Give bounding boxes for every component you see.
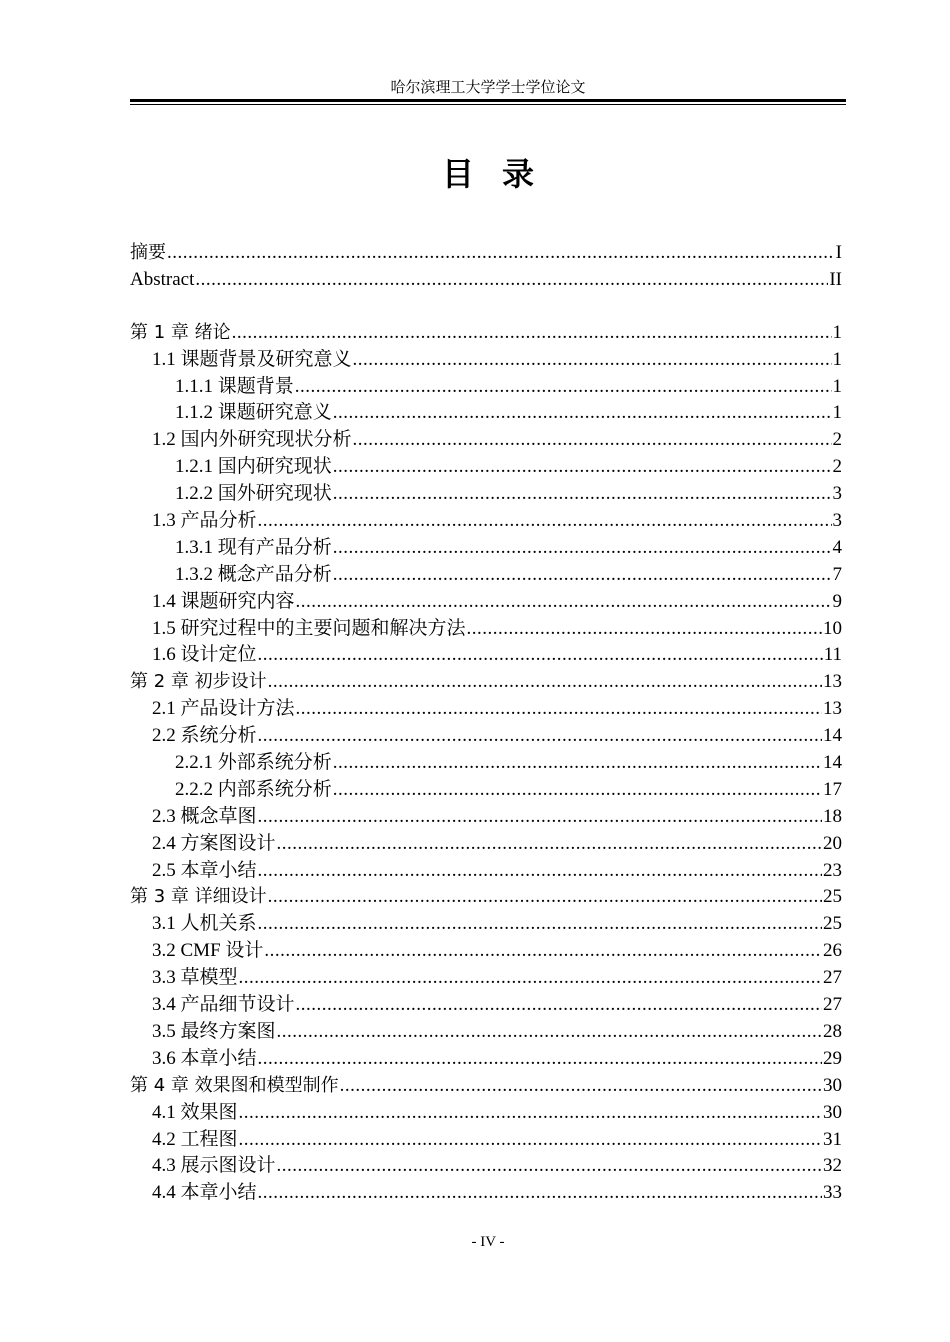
toc-entry-label: 3.4 产品细节设计	[152, 994, 295, 1016]
toc-entry-page: 31	[823, 1128, 842, 1150]
toc-entry[interactable]	[130, 427, 842, 454]
toc-entry[interactable]	[130, 400, 842, 427]
toc-entry-page: 11	[823, 644, 842, 666]
toc-leader-dots	[167, 240, 835, 267]
toc-leader-dots	[264, 938, 822, 965]
running-header: 哈尔滨理工大学学士学位论文	[390, 80, 586, 96]
toc-entry-label: 第 1 章 绪论	[130, 321, 231, 343]
toc-entry-page: 3	[832, 510, 842, 532]
toc-entry-page: 20	[823, 832, 842, 854]
toc-entry-label: 1.2 国内外研究现状分析	[152, 429, 352, 451]
toc-entry[interactable]	[130, 831, 842, 858]
toc-entry[interactable]	[130, 616, 842, 643]
toc-entry-label: 4.4 本章小结	[152, 1182, 257, 1204]
toc-entry[interactable]	[130, 535, 842, 562]
toc-entry-page: 1	[832, 321, 842, 343]
toc-entry[interactable]	[130, 911, 842, 938]
toc-entry-page: 1	[832, 348, 842, 370]
toc-entry-page: 1	[832, 375, 842, 397]
table-of-contents	[130, 240, 842, 1207]
toc-entry-page: 2	[832, 456, 842, 478]
toc-entry[interactable]	[130, 562, 842, 589]
toc-entry-page: 14	[823, 752, 842, 774]
toc-leader-dots	[239, 965, 822, 992]
toc-entry[interactable]	[130, 374, 842, 401]
toc-entry[interactable]	[130, 696, 842, 723]
toc-entry-page: 3	[832, 483, 842, 505]
toc-entry[interactable]	[130, 669, 842, 696]
toc-entry-page: 33	[823, 1182, 842, 1204]
toc-leader-dots	[333, 535, 832, 562]
toc-leader-dots	[258, 804, 822, 831]
toc-entry[interactable]	[130, 938, 842, 965]
toc-entry-page: 32	[823, 1155, 842, 1177]
toc-entry[interactable]	[130, 454, 842, 481]
toc-entry-page: 27	[823, 994, 842, 1016]
toc-entry-page: 27	[823, 967, 842, 989]
toc-entry-page: 7	[832, 563, 842, 585]
toc-entry-label: 2.2 系统分析	[152, 725, 257, 747]
toc-leader-dots	[333, 400, 832, 427]
toc-leader-dots	[258, 508, 832, 535]
toc-entry[interactable]	[130, 267, 842, 294]
toc-entry-page: 25	[823, 913, 842, 935]
toc-entry-page: 2	[832, 429, 842, 451]
toc-entry-label: 1.3.1 现有产品分析	[175, 536, 332, 558]
toc-entry-label: 4.1 效果图	[152, 1101, 238, 1123]
toc-leader-dots	[268, 884, 822, 911]
toc-leader-dots	[353, 427, 832, 454]
toc-entry-page: 25	[823, 886, 842, 908]
toc-leader-dots	[295, 374, 832, 401]
toc-entry-label: 4.2 工程图	[152, 1128, 238, 1150]
toc-entry-page: 23	[823, 859, 842, 881]
toc-leader-dots	[333, 454, 832, 481]
toc-body	[130, 320, 842, 1207]
toc-entry-page: II	[829, 268, 842, 290]
toc-leader-dots	[239, 1127, 822, 1154]
toc-entry-label: 第 4 章 效果图和模型制作	[130, 1074, 339, 1096]
toc-entry-label: 4.3 展示图设计	[152, 1155, 276, 1177]
toc-entry-label: 3.5 最终方案图	[152, 1020, 276, 1042]
toc-leader-dots	[268, 669, 822, 696]
toc-leader-dots	[277, 831, 822, 858]
toc-entry-label: 1.1.2 课题研究意义	[175, 402, 332, 424]
toc-entry-label: 1.2.1 国内研究现状	[175, 456, 332, 478]
toc-leader-dots	[333, 481, 832, 508]
toc-entry[interactable]	[130, 1127, 842, 1154]
toc-entry-page: 14	[823, 725, 842, 747]
toc-entry[interactable]	[130, 481, 842, 508]
toc-entry[interactable]	[130, 1046, 842, 1073]
toc-entry-label: 1.4 课题研究内容	[152, 590, 295, 612]
toc-entry-label: 3.6 本章小结	[152, 1047, 257, 1069]
toc-entry-page: 1	[832, 402, 842, 424]
toc-entry-label: 1.3 产品分析	[152, 510, 257, 532]
toc-entry-label: 摘要	[130, 242, 166, 263]
toc-entry-label: 2.1 产品设计方法	[152, 698, 295, 720]
toc-entry[interactable]	[130, 320, 842, 347]
toc-leader-dots	[296, 589, 832, 616]
toc-leader-dots	[258, 911, 822, 938]
page-number: - IV -	[471, 1234, 505, 1250]
toc-entry[interactable]	[130, 804, 842, 831]
toc-entry-label: 2.4 方案图设计	[152, 832, 276, 854]
toc-leader-dots	[258, 642, 823, 669]
toc-leader-dots	[296, 696, 822, 723]
toc-entry-page: 29	[823, 1047, 842, 1069]
toc-entry[interactable]	[130, 240, 842, 267]
toc-entry-label: 1.2.2 国外研究现状	[175, 483, 332, 505]
toc-entry-label: 2.2.2 内部系统分析	[175, 778, 332, 800]
toc-entry-page: 4	[832, 536, 842, 558]
page-title: 目录	[441, 155, 562, 193]
toc-leader-dots	[195, 267, 828, 294]
header-rule-thick	[130, 99, 846, 102]
toc-spacer	[130, 294, 842, 320]
toc-entry-page: 26	[823, 940, 842, 962]
toc-entry[interactable]	[130, 858, 842, 885]
toc-entry-label: 1.1 课题背景及研究意义	[152, 348, 352, 370]
toc-entry-page: 18	[823, 805, 842, 827]
toc-leader-dots	[258, 723, 822, 750]
toc-leader-dots	[258, 1180, 822, 1207]
toc-entry-page: 13	[823, 671, 842, 693]
toc-leader-dots	[239, 1100, 822, 1127]
toc-entry[interactable]	[130, 589, 842, 616]
toc-leader-dots	[467, 616, 822, 643]
toc-entry-label: 第 2 章 初步设计	[130, 671, 267, 693]
toc-entry[interactable]	[130, 642, 842, 669]
toc-entry-label: 3.2 CMF 设计	[152, 940, 264, 962]
toc-front-matter	[130, 240, 842, 294]
toc-entry-label: 1.6 设计定位	[152, 644, 257, 666]
toc-entry[interactable]	[130, 1153, 842, 1180]
toc-entry-page: 30	[823, 1074, 842, 1096]
toc-leader-dots	[333, 562, 832, 589]
toc-leader-dots	[277, 1153, 822, 1180]
toc-entry-label: 3.1 人机关系	[152, 913, 257, 935]
toc-leader-dots	[232, 320, 832, 347]
toc-entry-label: 2.3 概念草图	[152, 805, 257, 827]
toc-entry[interactable]	[130, 723, 842, 750]
toc-entry[interactable]	[130, 1019, 842, 1046]
toc-entry[interactable]	[130, 1100, 842, 1127]
toc-leader-dots	[258, 1046, 822, 1073]
toc-entry-label: 3.3 草模型	[152, 967, 238, 989]
toc-entry-page: 28	[823, 1020, 842, 1042]
toc-leader-dots	[277, 1019, 822, 1046]
toc-entry[interactable]	[130, 965, 842, 992]
toc-entry[interactable]	[130, 884, 842, 911]
toc-leader-dots	[333, 750, 822, 777]
toc-leader-dots	[296, 992, 822, 1019]
toc-entry-page: 17	[823, 778, 842, 800]
toc-entry-page: 13	[823, 698, 842, 720]
toc-entry[interactable]	[130, 992, 842, 1019]
toc-entry-label: 第 3 章 详细设计	[130, 886, 267, 908]
toc-entry-label: 1.5 研究过程中的主要问题和解决方法	[152, 617, 466, 639]
toc-entry[interactable]	[130, 777, 842, 804]
toc-entry-page: 10	[823, 617, 842, 639]
toc-entry[interactable]	[130, 508, 842, 535]
toc-entry-label: Abstract	[130, 268, 195, 290]
toc-leader-dots	[340, 1073, 822, 1100]
toc-leader-dots	[353, 347, 832, 374]
toc-entry[interactable]	[130, 750, 842, 777]
header-rule-thin	[130, 104, 846, 105]
toc-leader-dots	[258, 858, 822, 885]
toc-entry-label: 1.3.2 概念产品分析	[175, 563, 332, 585]
toc-entry-label: 2.2.1 外部系统分析	[175, 752, 332, 774]
toc-entry[interactable]	[130, 1073, 842, 1100]
toc-entry-page: 9	[832, 590, 842, 612]
toc-entry-page: I	[835, 242, 842, 263]
toc-leader-dots	[333, 777, 822, 804]
toc-entry[interactable]	[130, 1180, 842, 1207]
toc-entry-label: 1.1.1 课题背景	[175, 375, 294, 397]
toc-entry[interactable]	[130, 347, 842, 374]
toc-entry-label: 2.5 本章小结	[152, 859, 257, 881]
toc-entry-page: 30	[823, 1101, 842, 1123]
